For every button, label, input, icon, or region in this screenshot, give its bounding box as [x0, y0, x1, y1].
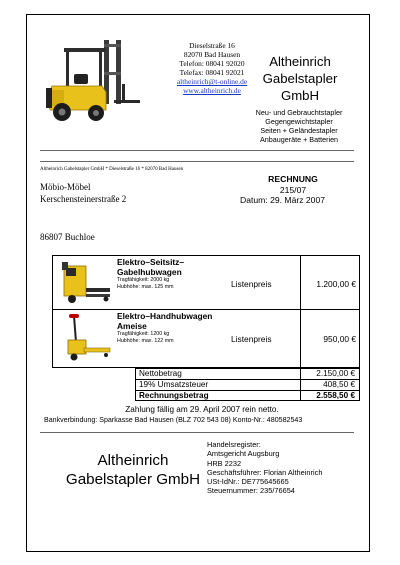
- item-lift-height: Hubhöhe: max. 122 mm: [117, 338, 174, 344]
- recipient-street: Kerschensteinerstraße 2: [40, 194, 127, 204]
- service-item: Seiten + Geländestapler: [260, 126, 338, 135]
- email-link[interactable]: altheinrich@t-online.de: [176, 77, 248, 86]
- vat-row: [136, 380, 359, 391]
- item-capacity: Tragfähigkeit: 2000 kg: [117, 277, 170, 283]
- company-name-header: [250, 53, 350, 104]
- footer-company-line2: Gabelstapler GmbH: [65, 471, 201, 488]
- net-row: [136, 369, 359, 380]
- total-value: 2.558,50 €: [316, 391, 355, 400]
- item-name-line1: Elektro–Handhubwagen: [117, 311, 213, 321]
- net-value: 2.150,00 €: [316, 369, 355, 378]
- divider: [40, 432, 354, 433]
- company-services: [248, 108, 350, 144]
- service-item: Gegengewichtstapler: [265, 117, 333, 126]
- item-lift-height: Hubhöhe: max. 125 mm: [117, 284, 174, 290]
- address-street: Dieselstraße 16: [189, 41, 235, 50]
- footer-info-line: Steuernummer: 235/76654: [207, 486, 295, 496]
- net-label: Nettobetrag: [139, 369, 182, 378]
- address-phone: Telefon: 08041 92020: [179, 59, 245, 68]
- list-item: [117, 311, 212, 345]
- company-name-line3: GmbH: [280, 88, 320, 103]
- vat-label: 19% Umsatzsteuer: [139, 380, 209, 389]
- totals-table: [135, 368, 360, 401]
- footer-info-line: HRB 2232: [207, 458, 242, 468]
- item-name-line2: Gabelhubwagen: [117, 267, 182, 277]
- service-item: Neu- und Gebrauchtstapler: [255, 108, 343, 117]
- website-link[interactable]: www.altheinrich.de: [183, 86, 241, 95]
- company-name-line2: Gabelstapler: [262, 71, 338, 86]
- divider: [40, 161, 354, 162]
- service-item: Anbaugeräte + Batterien: [259, 135, 339, 144]
- footer-company-name: [58, 451, 208, 489]
- divider: [40, 150, 354, 151]
- payment-due: Zahlung fällig am 29. April 2007 rein netto.: [125, 405, 279, 414]
- footer-legal-info: [207, 440, 322, 496]
- table-column-divider: [300, 255, 301, 368]
- recipient-name: Möbio-Möbel: [40, 182, 91, 192]
- footer-info-line: USt-IdNr.: DE775645665: [207, 477, 289, 487]
- recipient-address: [40, 181, 126, 205]
- total-row: [136, 391, 359, 402]
- table-column-divider: [300, 368, 301, 401]
- total-label: Rechnungsbetrag: [139, 391, 209, 400]
- address-city: 82070 Bad Hausen: [183, 50, 241, 59]
- recipient-city: 86807 Buchloe: [40, 232, 95, 242]
- footer-info-line: Handelsregister:: [207, 440, 261, 449]
- forklift-image: [42, 36, 142, 128]
- footer-company-line1: Altheinrich: [97, 452, 169, 469]
- footer-info-line: Geschäftsführer: Florian Altheinrich: [207, 467, 323, 477]
- invoice-title: RECHNUNG: [268, 174, 318, 184]
- item-price: 950,00 €: [323, 334, 356, 344]
- item-capacity: Tragfähigkeit: 1200 kg: [117, 331, 170, 337]
- invoice-date: Datum: 29. März 2007: [240, 195, 326, 205]
- footer-info-line: Amtsgericht Augsburg: [207, 449, 280, 459]
- company-name-line1: Altheinrich: [269, 54, 331, 69]
- vat-value: 408,50 €: [323, 380, 355, 389]
- item-price-type: Listenpreis: [231, 334, 272, 344]
- list-item: [117, 257, 184, 291]
- table-row-divider: [52, 309, 360, 310]
- address-fax: Telefax: 08041 92021: [179, 68, 245, 77]
- item-price: 1.200,00 €: [316, 279, 356, 289]
- hand-pallet-truck-image: [60, 312, 112, 364]
- item-name-line2: Ameise: [117, 321, 147, 331]
- item-price-type: Listenpreis: [231, 279, 272, 289]
- bank-details: Bankverbindung: Sparkasse Bad Hausen (BLZ 702 543 08) Konto-Nr.: 480582543: [44, 416, 303, 424]
- sender-line: Altheinrich Gabelstapler GmbH * Dieselstraße 16 * 82070 Bad Hausen: [40, 167, 184, 172]
- invoice-number: 215/07: [279, 185, 307, 195]
- pallet-truck-image: [58, 258, 112, 306]
- item-name-line1: Elektro–Seitsitz–: [117, 257, 185, 267]
